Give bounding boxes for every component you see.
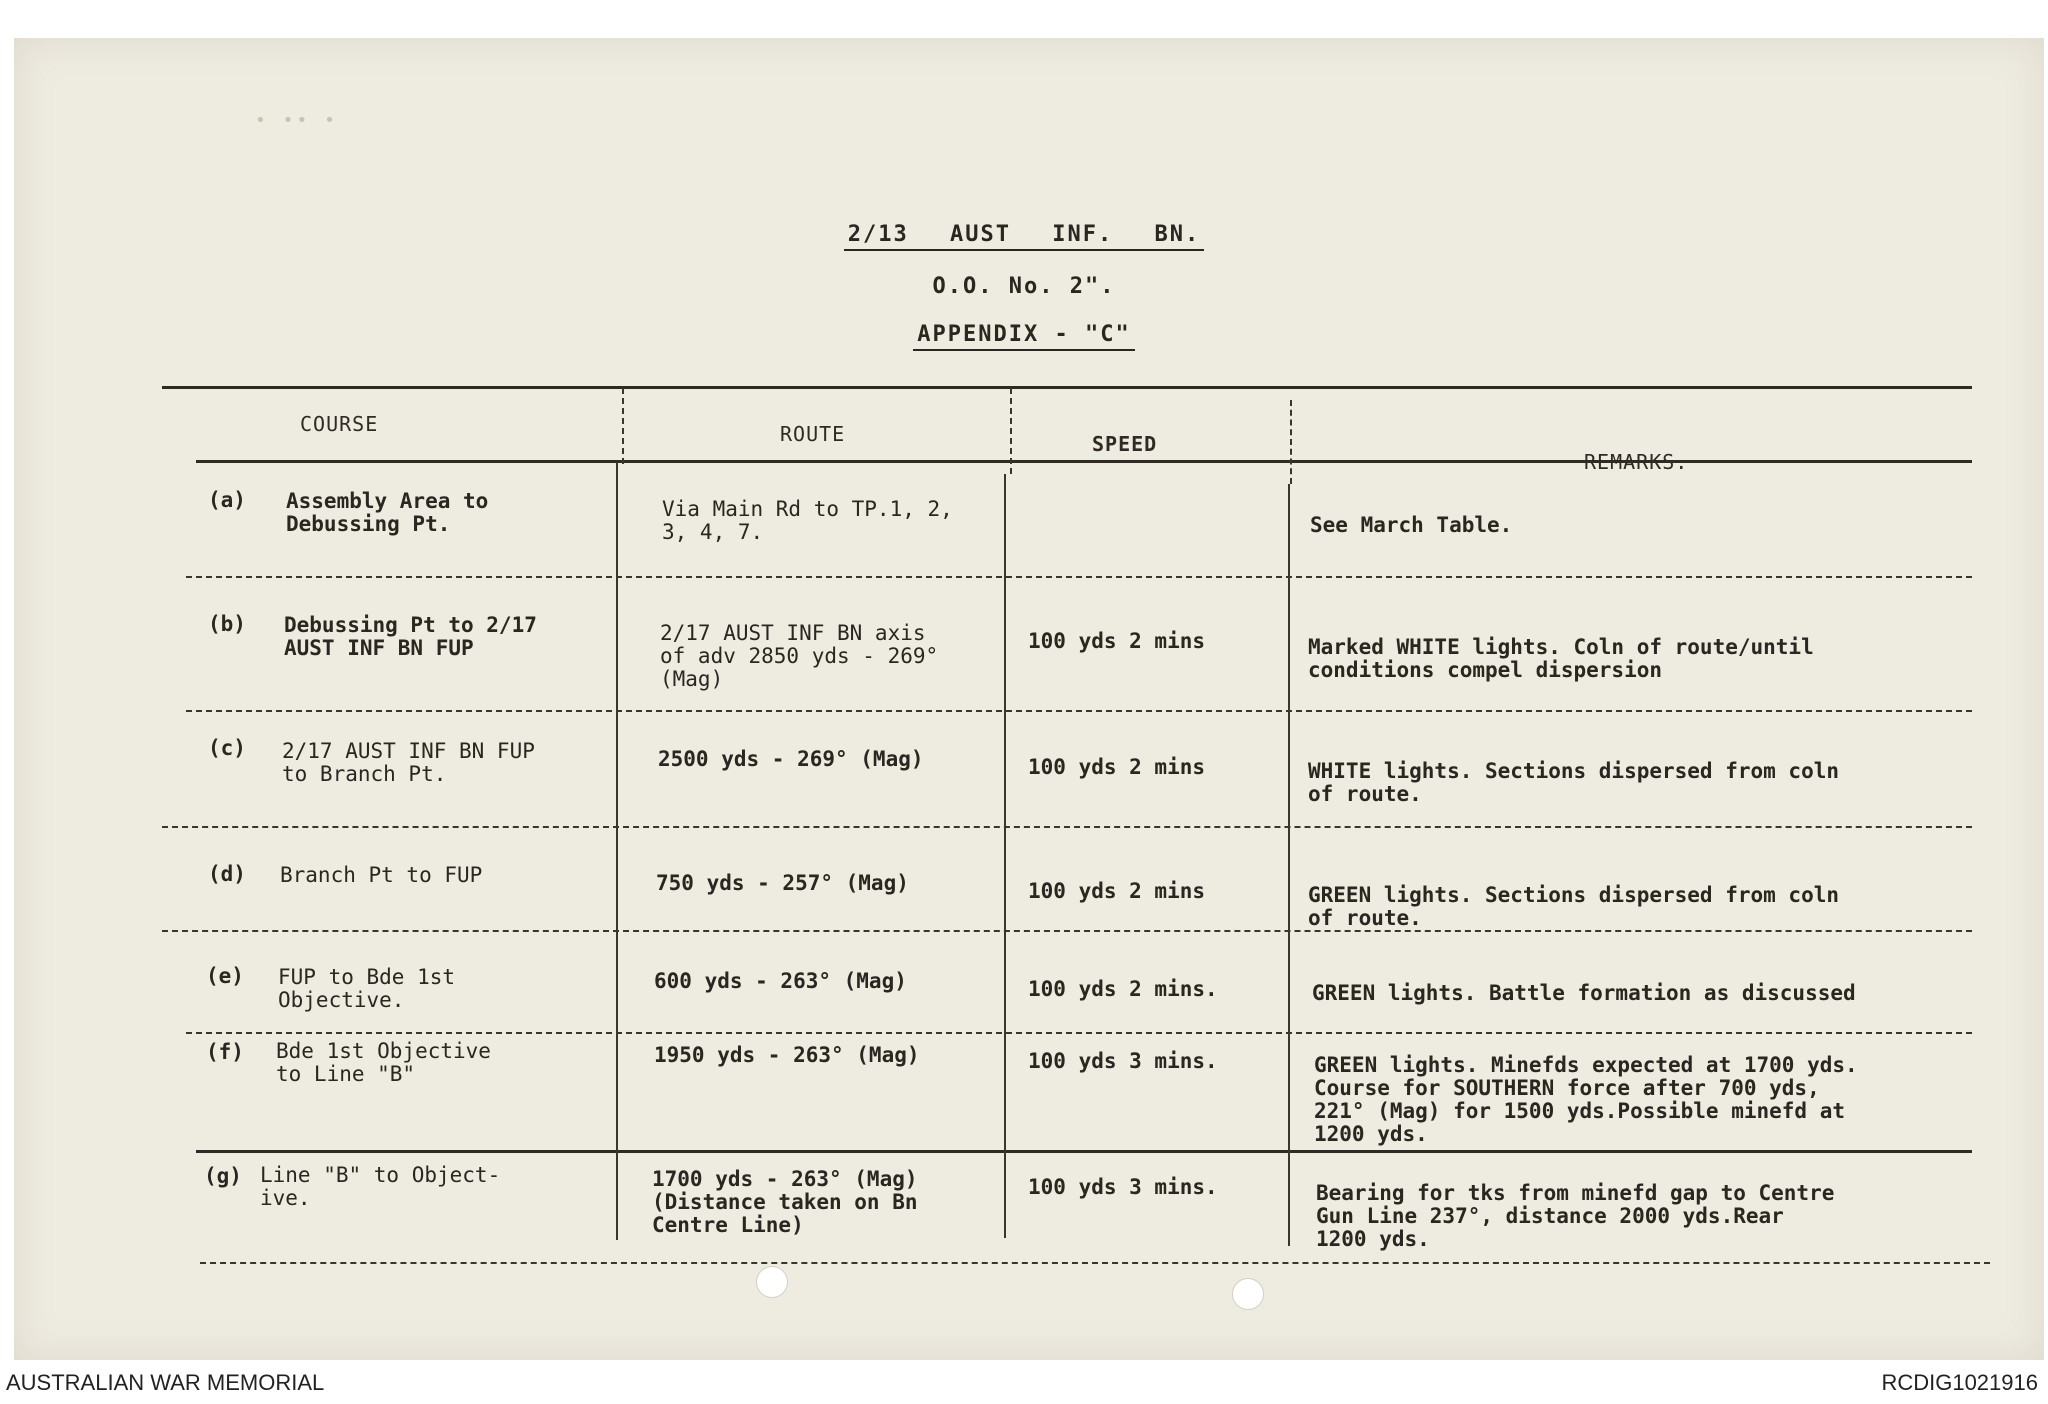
course-cell: Branch Pt to FUP <box>280 863 483 887</box>
column-header-route: ROUTE <box>780 422 846 446</box>
speed-cell: 100 yds 3 mins. <box>1028 1175 1218 1199</box>
operation-order <box>0 274 2048 301</box>
speed-cell: 100 yds 2 mins <box>1028 879 1206 903</box>
route-cell: 2500 yds - 269° (Mag) <box>658 747 924 771</box>
remarks-cell: GREEN lights. Sections dispersed from coln of route. <box>1308 883 1840 930</box>
column-divider <box>1290 400 1292 484</box>
speed-cell: 100 yds 2 mins <box>1028 755 1206 779</box>
unit-title-text: 2/13 AUST INF. BN. <box>844 222 1204 251</box>
speed-cell: 100 yds 3 mins. <box>1028 1049 1218 1073</box>
row-marker: (g) <box>204 1164 242 1188</box>
row-marker: (b) <box>208 612 246 636</box>
column-header-course: COURSE <box>300 412 379 436</box>
column-divider <box>1010 388 1012 474</box>
row-marker: (e) <box>206 964 244 988</box>
route-cell: 2/17 AUST INF BN axis of adv 2850 yds - 269° (Mag) <box>660 621 939 691</box>
row-marker: (f) <box>206 1040 244 1064</box>
row-marker: (a) <box>208 488 246 512</box>
row-divider <box>196 1150 1972 1153</box>
column-header-speed: SPEED <box>1092 432 1158 456</box>
remarks-cell: GREEN lights. Battle formation as discussed <box>1312 981 1856 1005</box>
route-cell: 1950 yds - 263° (Mag) <box>654 1043 920 1067</box>
operation-order-text: O.O. No. 2". <box>932 274 1116 299</box>
column-divider <box>1004 474 1006 1238</box>
course-cell: Assembly Area to Debussing Pt. <box>286 489 489 536</box>
unit-title <box>0 222 2048 251</box>
column-header-remarks: REMARKS. <box>1584 450 1689 474</box>
route-cell: Via Main Rd to TP.1, 2, 3, 4, 7. <box>662 497 953 544</box>
bleed-through-mark: • •• • <box>255 110 339 131</box>
remarks-cell: Bearing for tks from minefd gap to Centre Gun Line 237°, distance 2000 yds.Rear 1200 yds. <box>1316 1181 1835 1251</box>
speed-cell: 100 yds 2 mins <box>1028 629 1206 653</box>
course-cell: Bde 1st Objective to Line "B" <box>276 1039 491 1086</box>
route-cell: 1700 yds - 263° (Mag) (Distance taken on Bn Centre Line) <box>652 1167 918 1237</box>
remarks-cell: GREEN lights. Minefds expected at 1700 yds. Course for SOUTHERN force after 700 yds, 221° (Mag) for 1500 yds.Possible minefd at 1200 yds. <box>1314 1053 1858 1146</box>
archive-source-label: AUSTRALIAN WAR MEMORIAL <box>6 1370 325 1395</box>
course-cell: FUP to Bde 1st Objective. <box>278 965 456 1012</box>
course-cell: Debussing Pt to 2/17 AUST INF BN FUP <box>284 613 537 660</box>
punch-hole <box>1232 1278 1264 1310</box>
header-bottom-rule <box>196 460 1972 463</box>
course-cell: Line "B" to Object- ive. <box>260 1163 501 1210</box>
course-cell: 2/17 AUST INF BN FUP to Branch Pt. <box>282 739 535 786</box>
appendix-title <box>0 322 2048 351</box>
column-divider <box>622 388 624 464</box>
row-divider <box>186 576 1972 578</box>
row-divider <box>162 930 1972 932</box>
row-divider <box>162 826 1972 828</box>
remarks-cell: See March Table. <box>1310 513 1513 537</box>
row-marker: (c) <box>208 736 246 760</box>
route-cell: 750 yds - 257° (Mag) <box>656 871 909 895</box>
row-marker: (d) <box>208 862 246 886</box>
archive-reference-label: RCDIG1021916 <box>1881 1370 2038 1395</box>
column-divider <box>1288 484 1290 1246</box>
table-top-rule <box>162 386 1972 389</box>
remarks-cell: Marked WHITE lights. Coln of route/until conditions compel dispersion <box>1308 635 1814 682</box>
punch-hole <box>756 1266 788 1298</box>
row-divider <box>186 1032 1972 1034</box>
table-bottom-rule <box>200 1262 1990 1264</box>
speed-cell: 100 yds 2 mins. <box>1028 977 1218 1001</box>
appendix-title-text: APPENDIX - "C" <box>913 322 1134 351</box>
remarks-cell: WHITE lights. Sections dispersed from coln of route. <box>1308 759 1840 806</box>
route-cell: 600 yds - 263° (Mag) <box>654 969 907 993</box>
row-divider <box>186 710 1972 712</box>
column-divider <box>616 462 618 1240</box>
